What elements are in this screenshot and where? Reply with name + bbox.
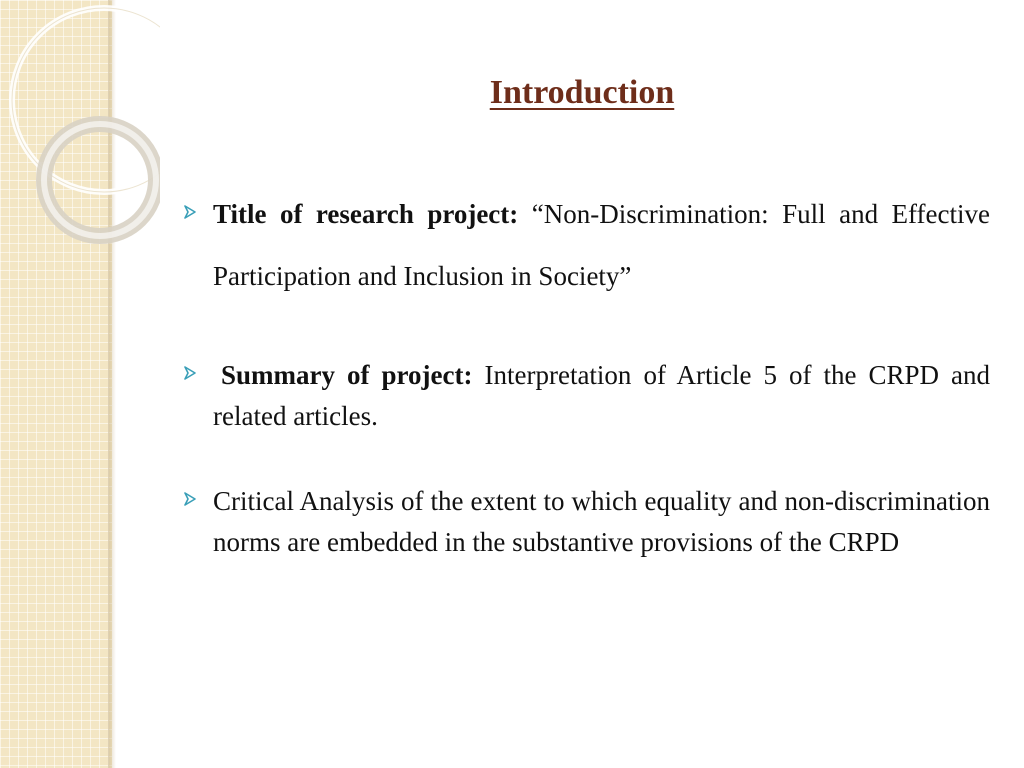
concentric-rings-decoration: [0, 0, 160, 260]
bullet-item-analysis: [182, 481, 990, 563]
arrowhead-bullet-icon: [184, 492, 196, 506]
bullet-label: Title of research project:: [213, 199, 519, 229]
slide-title: Introduction: [489, 74, 675, 111]
arrowhead-bullet-icon: [184, 366, 196, 380]
bullet-item-title: [182, 183, 990, 307]
bullet-label: Summary of project:: [221, 360, 473, 390]
arrowhead-bullet-icon: [184, 205, 196, 219]
bullet-item-summary: [182, 355, 990, 437]
bullet-text: Critical Analysis of the extent to which equality and non-discrimination norms are embedded in the substantive provisions of the CRPD: [213, 486, 990, 557]
bullet-text: “Non-Discrimination: Full and Effective Participation and Inclusion in Society”: [213, 199, 990, 291]
bullet-list: [182, 183, 990, 563]
bullet-text: Interpretation of Article 5 of the CRPD and related articles.: [213, 360, 990, 431]
